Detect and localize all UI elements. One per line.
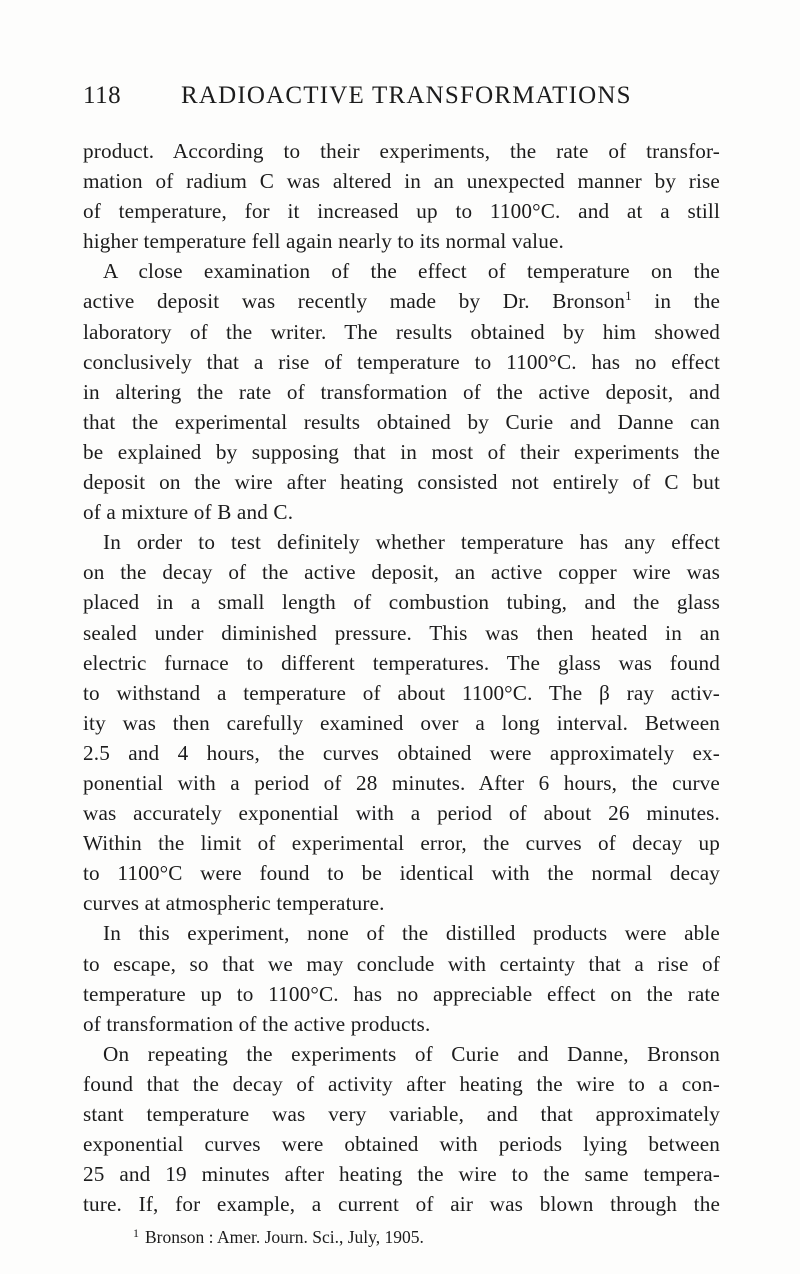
text-line: curves at atmospheric temperature. <box>83 891 385 916</box>
text-line: conclusively that a rise of temperature to 1100°C. has no effect <box>83 349 720 374</box>
text-fragment: active deposit was recently made by Dr. Bronson <box>83 289 626 314</box>
text-line: ture. If, for example, a current of air was blown through the <box>83 1192 720 1217</box>
text-line: temperature up to 1100°C. has no appreciable effect on the rate <box>83 981 720 1006</box>
text-line: on the decay of the active deposit, an active copper wire was <box>83 560 720 585</box>
text-line: of a mixture of B and C. <box>83 500 294 525</box>
text-line: sealed under diminished pressure. This was then heated in an <box>83 620 720 645</box>
footnote-reference: 1 <box>625 288 632 304</box>
text-line: electric furnace to different temperatures. The glass was found <box>83 650 720 675</box>
text-line: On repeating the experiments of Curie and Danne, Bronson <box>103 1041 720 1066</box>
running-title: RADIOACTIVE TRANSFORMATIONS <box>181 82 632 109</box>
text-line: to escape, so that we may conclude with certainty that a rise of <box>83 951 720 976</box>
text-line: of temperature, for it increased up to 1100°C. and at a still <box>83 199 720 224</box>
text-line: A close examination of the effect of temperature on the <box>103 259 720 284</box>
text-fragment: in the <box>654 289 721 314</box>
text-line: to 1100°C were found to be identical with the normal decay <box>83 861 720 886</box>
text-line: in altering the rate of transformation of the active deposit, and <box>83 379 720 404</box>
text-line: found that the decay of activity after heating the wire to a con- <box>83 1071 720 1096</box>
text-line: laboratory of the writer. The results obtained by him showed <box>83 319 720 344</box>
text-line: mation of radium C was altered in an unexpected manner by rise <box>83 169 720 194</box>
body-text <box>83 136 720 1219</box>
text-line: In this experiment, none of the distilled products were able <box>103 921 720 946</box>
text-line: 2.5 and 4 hours, the curves obtained were approximately ex- <box>83 740 720 765</box>
footnote-text: Bronson : Amer. Journ. Sci., July, 1905. <box>145 1227 424 1247</box>
footnote-marker: 1 <box>133 1226 139 1240</box>
text-line: deposit on the wire after heating consisted not entirely of C but <box>83 470 720 495</box>
text-line: 25 and 19 minutes after heating the wire to the same tempera- <box>83 1162 720 1187</box>
text-line: that the experimental results obtained by Curie and Danne can <box>83 409 720 434</box>
text-line: ity was then carefully examined over a long interval. Between <box>83 710 720 735</box>
text-line: ponential with a period of 28 minutes. After 6 hours, the curve <box>83 770 720 795</box>
text-line: to withstand a temperature of about 1100°C. The β ray activ- <box>83 680 720 705</box>
text-line: product. According to their experiments, the rate of transfor- <box>83 139 720 163</box>
text-line: stant temperature was very variable, and that approximately <box>83 1102 720 1126</box>
page-number: 118 <box>83 82 122 109</box>
footnote <box>133 1227 424 1248</box>
text-line: of transformation of the active products. <box>83 1011 431 1036</box>
page-header <box>83 82 719 116</box>
text-line: was accurately exponential with a period of about 26 minutes. <box>83 801 720 826</box>
text-line: exponential curves were obtained with periods lying between <box>83 1132 720 1157</box>
text-line: be explained by supposing that in most of their experiments the <box>83 439 720 464</box>
text-line-with-footnote <box>83 286 720 316</box>
text-line: In order to test definitely whether temperature has any effect <box>103 530 720 555</box>
text-line: Within the limit of experimental error, the curves of decay up <box>83 831 720 856</box>
text-line: placed in a small length of combustion tubing, and the glass <box>83 590 720 615</box>
text-line: higher temperature fell again nearly to its normal value. <box>83 229 564 254</box>
